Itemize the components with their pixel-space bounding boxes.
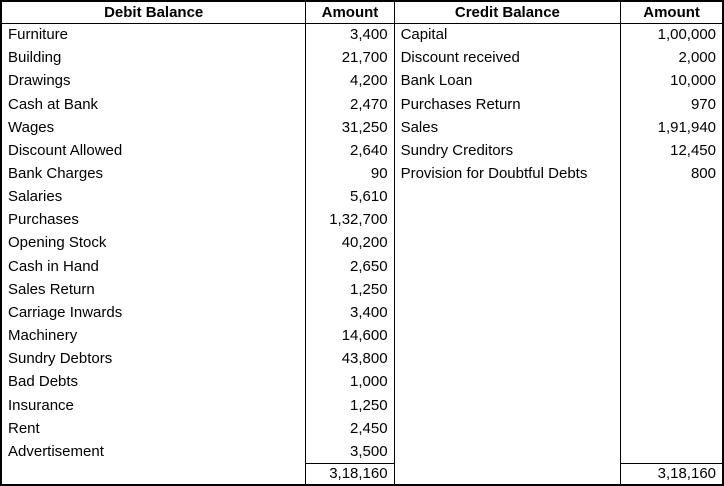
credit-amount-cell xyxy=(621,301,723,324)
table-row xyxy=(1,208,723,231)
table-row xyxy=(1,301,723,324)
debit-amount-cell: 4,200 xyxy=(306,69,394,92)
debit-account-cell: Building xyxy=(1,46,306,69)
debit-amount-cell: 1,000 xyxy=(306,370,394,393)
header-row xyxy=(1,1,723,23)
credit-account-cell: Purchases Return xyxy=(394,92,621,115)
table-row xyxy=(1,278,723,301)
debit-amount-cell: 5,610 xyxy=(306,185,394,208)
credit-amount-cell: 800 xyxy=(690,165,716,183)
totals-empty-credit-cell xyxy=(394,463,621,485)
table-row xyxy=(1,23,723,46)
debit-account-cell: Drawings xyxy=(1,69,306,92)
credit-balance-header: Credit Balance xyxy=(394,1,621,23)
debit-amount-cell: 3,400 xyxy=(306,301,394,324)
credit-account-cell xyxy=(394,185,621,208)
debit-account-cell: Purchases xyxy=(1,208,306,231)
debit-amount-cell: 90 xyxy=(306,162,394,185)
table-row xyxy=(1,69,723,92)
table-header xyxy=(1,1,723,23)
credit-account-cell xyxy=(394,231,621,254)
table-row xyxy=(1,139,723,162)
debit-amount-cell: 2,650 xyxy=(306,255,394,278)
table-row xyxy=(1,46,723,69)
credit-amount-cell xyxy=(621,347,723,370)
credit-amount-cell xyxy=(621,370,723,393)
credit-account-cell xyxy=(394,440,621,463)
debit-amount-cell: 43,800 xyxy=(306,347,394,370)
debit-amount-cell: 1,250 xyxy=(306,394,394,417)
table-row xyxy=(1,162,723,185)
credit-amount-cell: 12,450 xyxy=(670,141,716,159)
debit-account-cell: Salaries xyxy=(1,185,306,208)
debit-total-cell: 3,18,160 xyxy=(306,463,394,485)
debit-amount-cell: 3,400 xyxy=(306,23,394,46)
table-row xyxy=(1,324,723,347)
credit-amount-cell: 2,000 xyxy=(678,49,716,67)
credit-account-cell xyxy=(394,301,621,324)
debit-account-cell: Furniture xyxy=(1,23,306,46)
table-footer xyxy=(1,463,723,485)
credit-amount-cell xyxy=(621,440,723,463)
credit-amount-header: Amount xyxy=(621,1,723,23)
credit-account-cell: Sundry Creditors xyxy=(394,139,621,162)
credit-amount-cell xyxy=(621,255,723,278)
credit-account-cell xyxy=(394,255,621,278)
debit-account-cell: Machinery xyxy=(1,324,306,347)
debit-account-cell: Carriage Inwards xyxy=(1,301,306,324)
credit-total-cell: 3,18,160 xyxy=(621,463,723,485)
credit-account-cell: Provision for Doubtful Debts xyxy=(394,162,621,185)
credit-account-cell xyxy=(394,324,621,347)
debit-amount-cell: 2,470 xyxy=(306,92,394,115)
table-body xyxy=(1,23,723,463)
table-row xyxy=(1,231,723,254)
totals-empty-debit-cell xyxy=(1,463,306,485)
table-row xyxy=(1,417,723,440)
debit-amount-cell: 2,450 xyxy=(306,417,394,440)
debit-amount-cell: 1,250 xyxy=(306,278,394,301)
credit-amount-cell: 1,91,940 xyxy=(657,118,716,136)
table-row xyxy=(1,92,723,115)
table-row xyxy=(1,440,723,463)
credit-amount-cell xyxy=(621,208,723,231)
debit-amount-cell: 40,200 xyxy=(306,231,394,254)
debit-account-cell: Cash at Bank xyxy=(1,92,306,115)
debit-amount-cell: 21,700 xyxy=(306,46,394,69)
credit-account-cell xyxy=(394,417,621,440)
debit-account-cell: Insurance xyxy=(1,394,306,417)
debit-amount-header: Amount xyxy=(306,1,394,23)
credit-amount-cell: 970 xyxy=(690,95,716,113)
debit-amount-cell: 1,32,700 xyxy=(306,208,394,231)
debit-amount-cell: 31,250 xyxy=(306,116,394,139)
debit-amount-cell: 2,640 xyxy=(306,139,394,162)
credit-account-cell xyxy=(394,347,621,370)
credit-amount-cell xyxy=(621,324,723,347)
debit-account-cell: Advertisement xyxy=(1,440,306,463)
debit-amount-cell: 14,600 xyxy=(306,324,394,347)
debit-account-cell: Cash in Hand xyxy=(1,255,306,278)
credit-amount-cell xyxy=(621,417,723,440)
debit-balance-header: Debit Balance xyxy=(1,1,306,23)
credit-account-cell xyxy=(394,394,621,417)
credit-account-cell xyxy=(394,278,621,301)
table-row xyxy=(1,185,723,208)
debit-account-cell: Sales Return xyxy=(1,278,306,301)
debit-account-cell: Bad Debts xyxy=(1,370,306,393)
debit-account-cell: Wages xyxy=(1,116,306,139)
credit-account-cell: Capital xyxy=(394,23,621,46)
debit-account-cell: Discount Allowed xyxy=(1,139,306,162)
credit-account-cell: Discount received xyxy=(394,46,621,69)
table-row xyxy=(1,116,723,139)
credit-account-cell: Bank Loan xyxy=(394,69,621,92)
debit-amount-cell: 3,500 xyxy=(306,440,394,463)
table-row xyxy=(1,255,723,278)
table-row xyxy=(1,370,723,393)
debit-account-cell: Sundry Debtors xyxy=(1,347,306,370)
credit-account-cell xyxy=(394,370,621,393)
debit-account-cell: Rent xyxy=(1,417,306,440)
debit-account-cell: Bank Charges xyxy=(1,162,306,185)
credit-amount-cell xyxy=(621,185,723,208)
credit-amount-cell xyxy=(621,278,723,301)
credit-amount-cell: 10,000 xyxy=(670,72,716,90)
table-row xyxy=(1,347,723,370)
credit-account-cell xyxy=(394,208,621,231)
credit-amount-cell xyxy=(621,231,723,254)
totals-row xyxy=(1,463,723,485)
credit-amount-cell: 1,00,000 xyxy=(657,26,716,44)
credit-amount-cell xyxy=(621,394,723,417)
credit-account-cell: Sales xyxy=(394,116,621,139)
table-row xyxy=(1,394,723,417)
debit-account-cell: Opening Stock xyxy=(1,231,306,254)
